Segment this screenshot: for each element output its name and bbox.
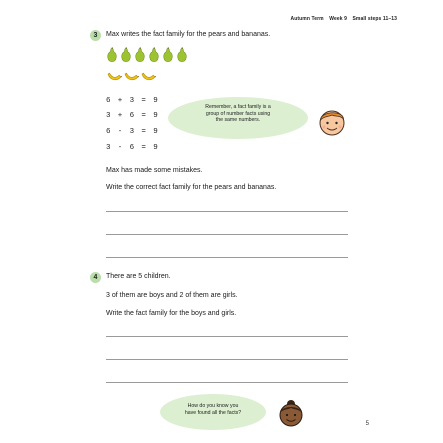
page-number: 5 [365, 421, 369, 427]
pear-icon [163, 47, 173, 62]
fact-3: 6 - 3 = 9 [106, 128, 160, 136]
question-4-instruction: Write the fact family for the boys and girls. [106, 310, 237, 317]
mistakes-text: Max has made some mistakes. [106, 167, 203, 174]
fact-4: 3 - 6 = 9 [106, 144, 160, 152]
question-4-line-1: There are 5 children. [106, 273, 171, 280]
answer-line[interactable] [106, 234, 348, 235]
pear-icon [121, 47, 131, 62]
answer-line[interactable] [106, 211, 348, 212]
footer-bubble-text: How do you know you have found all the facts? [184, 403, 242, 416]
boy-avatar-icon [316, 106, 348, 138]
question-3-number: 3 [90, 30, 101, 41]
header-week: Week 9 [329, 16, 347, 22]
question-4-number: 4 [90, 272, 101, 283]
pear-icon [135, 47, 145, 62]
pear-icon [177, 47, 187, 62]
hint-text: Remember, a fact family is a group of number facts using the same numbers. [205, 104, 271, 124]
answer-line[interactable] [106, 336, 348, 337]
page-header [291, 16, 398, 22]
banana-icon [107, 71, 122, 83]
fact-1: 6 + 3 = 9 [106, 97, 160, 105]
pear-icon [107, 47, 117, 62]
header-steps: Small steps 11–13 [352, 16, 397, 22]
answer-line[interactable] [106, 382, 348, 383]
question-4-line-2: 3 of them are boys and 2 of them are girls. [106, 292, 238, 299]
answer-line[interactable] [106, 257, 348, 258]
girl-avatar-icon [276, 398, 306, 428]
header-term: Autumn Term [290, 16, 324, 22]
answer-line[interactable] [106, 359, 348, 360]
question-3-instruction: Write the correct fact family for the pears and bananas. [106, 184, 277, 191]
question-3-prompt: Max writes the fact family for the pears and bananas. [106, 31, 271, 38]
pear-icon [149, 47, 159, 62]
banana-icon [141, 71, 156, 83]
banana-icon [124, 71, 139, 83]
fact-2: 3 + 6 = 9 [106, 112, 160, 120]
